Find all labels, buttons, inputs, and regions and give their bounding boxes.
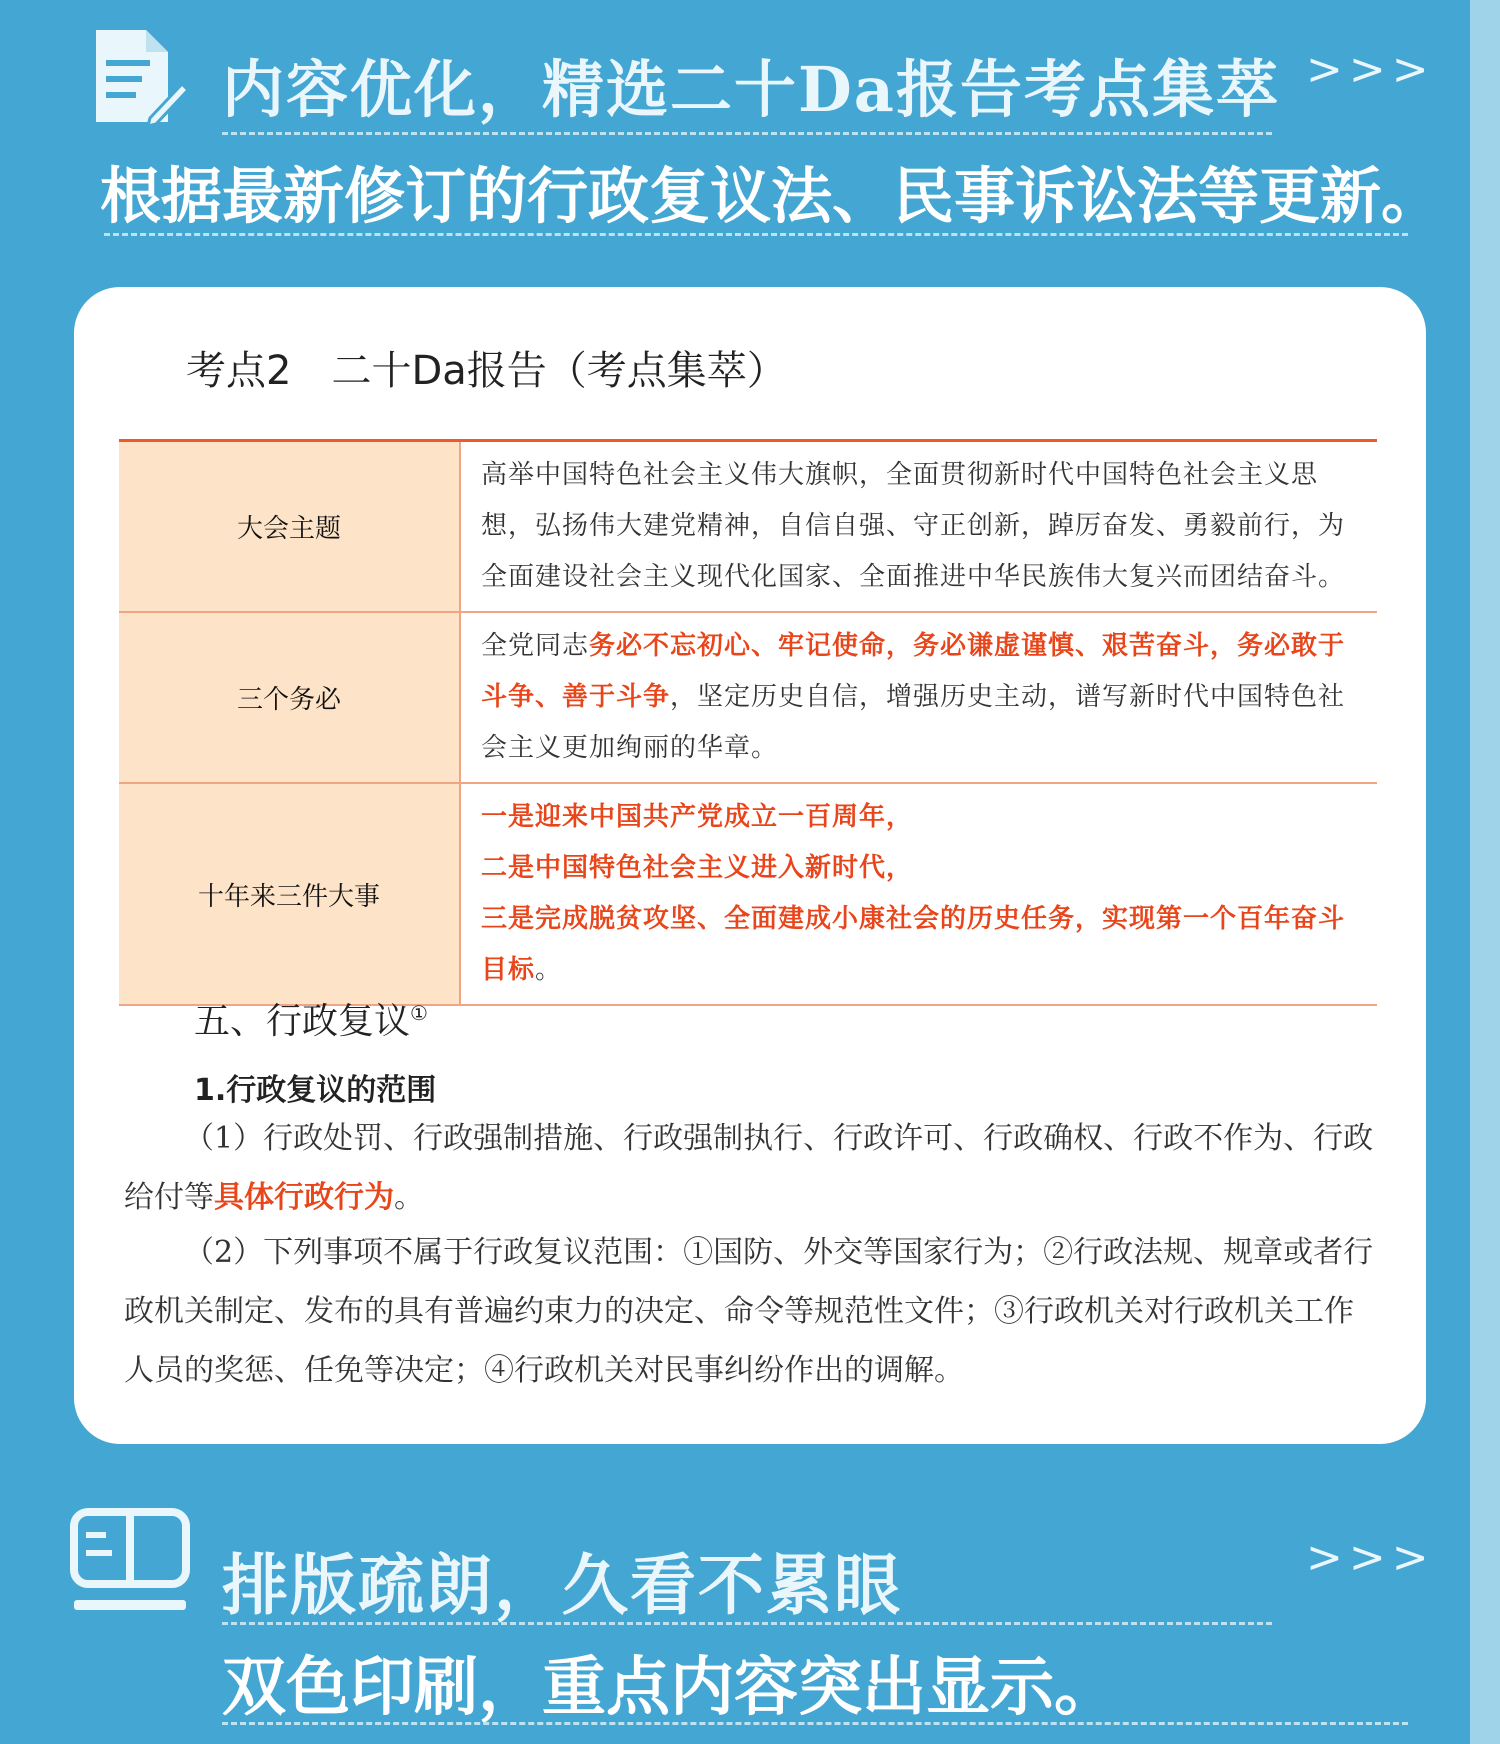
row-value [460, 612, 1377, 783]
content-card [74, 287, 1426, 1444]
paragraph-1 [124, 1109, 1380, 1227]
event-line: 三是完成脱贫攻坚、全面建成小康社会的历史任务，实现第一个百年奋斗目标 [481, 904, 1346, 985]
section1-subtitle: 根据最新修订的行政复议法、民事诉讼法等更新。 [100, 161, 1443, 232]
event-line-end: 。 [535, 955, 563, 985]
row-value-post: ，坚定历史自信，增强历史主动，谱写新时代中国特色社会主义更加绚丽的华章。 [481, 682, 1346, 763]
event-line: 二是中国特色社会主义进入新时代， [481, 853, 914, 883]
row-value [460, 783, 1377, 1005]
row-key: 十年来三件大事 [119, 783, 460, 1005]
section1-title: 内容优化，精选二十Da报告考点集萃 [222, 53, 1280, 126]
open-book-icon [70, 1508, 190, 1616]
row-key: 三个务必 [119, 612, 460, 783]
section-title [194, 993, 428, 1044]
section2-title: 排版疏朗，久看不累眼 [222, 1546, 902, 1624]
table-row [119, 612, 1377, 783]
right-stripe [1470, 0, 1500, 1744]
row-key: 大会主题 [119, 441, 460, 613]
table-row [119, 441, 1377, 613]
section2-arrows: >>> [1306, 1532, 1435, 1583]
document-pen-icon [92, 26, 188, 130]
kd-table [119, 439, 1377, 1006]
section1-divider-bottom [104, 233, 1408, 236]
section2-subtitle: 双色印刷，重点内容突出显示。 [222, 1650, 1118, 1725]
row-value-pre: 全党同志 [481, 631, 590, 661]
paragraph-1-highlight: 具体行政行为 [214, 1180, 394, 1215]
section2-divider-top [222, 1622, 1272, 1625]
paragraph-2: （2）下列事项不属于行政复议范围：①国防、外交等国家行为；②行政法规、规章或者行政机关制定、发布的具有普遍约束力的决定、命令等规范性文件；③行政机关对行政机关工作人员的奖惩、任免等决定；④行政机关对民事纠纷作出的调解。 [124, 1235, 1374, 1388]
section1-arrows: >>> [1306, 44, 1435, 95]
paragraph-1-post: 。 [394, 1180, 424, 1215]
section1-divider-top [222, 132, 1272, 135]
event-line: 一是迎来中国共产党成立一百周年， [481, 802, 914, 832]
section-title-text: 五、行政复议 [194, 1001, 411, 1042]
row-value: 高举中国特色社会主义伟大旗帜，全面贯彻新时代中国特色社会主义思想，弘扬伟大建党精神，自信自强、守正创新，踔厉奋发、勇毅前行，为全面建设社会主义现代化国家、全面推进中华民族伟大复兴而团结奋斗。 [460, 441, 1377, 613]
table-row [119, 783, 1377, 1005]
footnote-mark: ① [410, 1001, 428, 1025]
section2-divider-bottom [222, 1722, 1408, 1725]
kd-title: 考点2 二十Da报告（考点集萃） [186, 348, 787, 394]
sub-title: 1.行政复议的范围 [194, 1073, 437, 1108]
row-value-highlight: 务必不忘初心、牢记使命，务必谦虚谨慎、艰苦奋斗，务必敢于斗争、善于斗争 [481, 631, 1346, 712]
paragraph-1-pre: （1）行政处罚、行政强制措施、行政强制执行、行政许可、行政确权、行政不作为、行政给付等 [124, 1121, 1374, 1215]
